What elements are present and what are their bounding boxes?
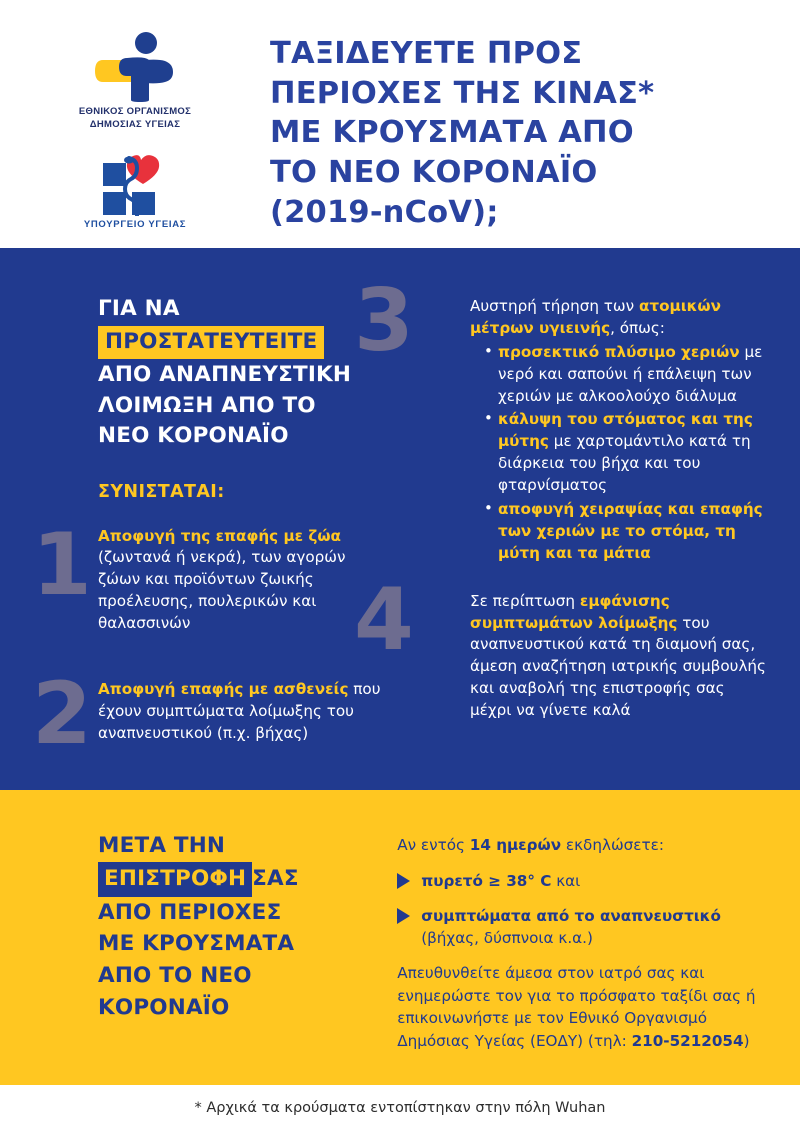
symptoms-list xyxy=(397,870,770,949)
after-return-heading-line1: ΜΕΤΑ ΤΗΝ xyxy=(98,833,226,858)
logo-group xyxy=(0,22,270,230)
after-return-heading xyxy=(98,830,385,1024)
item-4-lead-bold: εμφάνισης συμπτωμάτων λοίμωξης xyxy=(470,591,678,632)
ministry-of-health-logo-icon xyxy=(89,154,181,216)
title-line-3: ΜΕ ΚΡΟΥΣΜΑΤΑ ΑΠΟ xyxy=(270,115,634,151)
eody-logo-line1: ΕΘΝΙΚΟΣ ΟΡΓΑΝΙΣΜΟΣ xyxy=(78,106,192,117)
hygiene-bullet-1-rest: με νερό και σαπούνι ή επάλειψη των χεριών με αλκοολούχο διάλυμα xyxy=(498,342,763,405)
item-number-4: 4 xyxy=(354,569,414,670)
after-return-heading-line3: ΑΠΟ ΠΕΡΙΟΧΕΣ xyxy=(98,899,282,925)
item-2-bold: Αποφυγή επαφής με ασθενείς xyxy=(98,680,349,699)
hygiene-bullet-1 xyxy=(484,342,770,408)
item-1-rest: (ζωντανά ή νεκρά), των αγορών ζώων και προϊόντων ζωικής προέλευσης, πουλερικών και θαλασσινών xyxy=(98,548,346,633)
item-3-body xyxy=(470,296,770,565)
after-return-section xyxy=(0,790,800,1085)
contact-advice xyxy=(397,962,770,1053)
symptom-item-2 xyxy=(397,905,770,949)
arrow-right-icon xyxy=(397,873,410,889)
item-3-lead xyxy=(470,296,770,340)
symptom-item-1 xyxy=(397,870,770,892)
title-line-5: (2019-nCoV); xyxy=(270,194,499,230)
item-number-2: 2 xyxy=(32,664,92,765)
eody-logo xyxy=(79,30,191,132)
title-line-4: ΤΟ ΝΕΟ ΚΟΡΟΝΑΪΟ xyxy=(270,154,598,190)
symptoms-lead-pre: Αν εντός xyxy=(397,836,470,854)
prevention-section xyxy=(0,248,800,790)
item-number-1: 1 xyxy=(32,514,92,615)
item-4-lead-pre: Σε περίπτωση xyxy=(470,591,580,610)
eody-logo-text xyxy=(79,106,191,132)
prevention-right-column xyxy=(354,271,770,790)
hygiene-bullet-list xyxy=(470,342,770,565)
footer xyxy=(0,1085,800,1131)
ministry-of-health-logo xyxy=(84,154,186,230)
prevention-heading-line3: ΑΠΟ ΑΝΑΠΝΕΥΣΤΙΚΗ xyxy=(98,362,352,388)
contact-advice-close: ) xyxy=(743,1032,750,1051)
prevention-left-column xyxy=(30,294,400,790)
hygiene-bullet-3-bold: αποφυγή χειραψίας και επαφής των χεριών με το στόμα, τη μύτη και τα μάτια xyxy=(498,500,763,562)
hygiene-bullet-1-bold: προσεκτικό πλύσιμο χεριών xyxy=(498,342,740,361)
item-4-text xyxy=(470,591,770,722)
title-line-1: ΤΑΞΙΔΕΥΕΤΕ ΠΡΟΣ xyxy=(270,36,583,71)
header xyxy=(0,0,800,248)
symptoms-lead-bold: 14 ημερών xyxy=(469,836,562,854)
hygiene-bullet-2-bold: κάλυψη του στόματος και της μύτης xyxy=(498,410,753,451)
footnote-text: * Αρχικά τα κρούσματα εντοπίστηκαν στην πόλη Wuhan xyxy=(194,1100,606,1116)
hygiene-bullet-2 xyxy=(484,409,770,497)
symptoms-lead xyxy=(397,834,770,857)
prevention-heading xyxy=(98,294,386,452)
ministry-of-health-logo-text: ΥΠΟΥΡΓΕΙΟ ΥΓΕΙΑΣ xyxy=(83,218,187,230)
hygiene-bullet-3 xyxy=(484,499,770,565)
prevention-heading-line1: ΓΙΑ ΝΑ xyxy=(98,296,180,321)
symptoms-lead-post: εκδηλώσετε: xyxy=(561,836,664,854)
hygiene-bullet-2-rest: με χαρτομάντιλο κατά τη διάρκεια του βήχα και του φταρνίσματος xyxy=(498,432,751,495)
title-line-2: ΠΕΡΙΟΧΕΣ ΤΗΣ ΚΙΝΑΣ* xyxy=(270,75,655,111)
item-number-3: 3 xyxy=(354,271,414,371)
item-3-lead-pre: Αυστηρή τήρηση των xyxy=(470,297,639,315)
after-return-heading-line6: ΚΟΡΟΝΑΪΟ xyxy=(98,995,230,1021)
item-4-lead-post: του αναπνευστικού κατά τη διαμονή σας, άμεση αναζήτηση ιατρικής συμβουλής και αναβολή της επιστροφής σας μέχρι να γίνετε καλά xyxy=(470,613,766,720)
after-return-heading-line4: ΜΕ ΚΡΟΥΣΜΑΤΑ xyxy=(98,931,295,957)
prevention-item-3 xyxy=(354,271,770,565)
arrow-right-icon xyxy=(397,908,410,924)
symptom-2-bold: συμπτώματα από το αναπνευστικό xyxy=(421,906,721,925)
symptom-1-bold: πυρετό ≥ 38° C xyxy=(421,871,552,890)
after-return-content-column xyxy=(385,830,770,1085)
eody-figure-logo-icon xyxy=(83,30,187,102)
eody-logo-line2: ΔΗΜΟΣΙΑΣ ΥΓΕΙΑΣ xyxy=(89,118,181,130)
item-3-lead-bold: ατομικών μέτρων υγιεινής xyxy=(470,297,721,337)
prevention-item-2 xyxy=(32,664,386,765)
after-return-heading-highlight: ΕΠΙΣΤΡΟΦΗ xyxy=(98,862,252,897)
item-1-text xyxy=(98,526,386,635)
item-1-bold: Αποφυγή της επαφής με ζώα xyxy=(98,526,341,545)
item-2-text xyxy=(98,679,386,745)
contact-advice-text: Απευθυνθείτε άμεσα στον ιατρό σας και ενημερώστε τον για το πρόσφατο ταξίδι σας ή επικοινωνήστε με τον Εθνικό Οργανισμό Δημόσιας Υγείας (ΕΟΔΥ) (τηλ: xyxy=(397,963,756,1051)
item-3-lead-post: , όπως: xyxy=(610,318,665,337)
after-return-heading-column xyxy=(30,830,385,1085)
prevention-item-1 xyxy=(32,514,386,635)
item-2-rest: που έχουν συμπτώματα λοίμωξης του αναπνευστικού (π.χ. βήχας) xyxy=(98,680,381,742)
symptom-2-rest: (βήχας, δύσπνοια κ.α.) xyxy=(421,928,593,947)
prevention-heading-highlight: ΠΡΟΣΤΑΤΕΥΤΕΙΤΕ xyxy=(98,326,324,360)
prevention-subheading: ΣΥΝΙΣΤΑΤΑΙ: xyxy=(98,481,225,502)
prevention-heading-line4: ΛΟΙΜΩΞΗ ΑΠΟ ΤΟ xyxy=(98,392,316,418)
contact-phone-number: 210-5212054 xyxy=(631,1032,744,1051)
symptom-1-rest: και xyxy=(551,871,581,890)
page-title xyxy=(270,22,800,232)
prevention-heading-line5: ΝΕΟ ΚΟΡΟΝΑΪΟ xyxy=(98,423,289,449)
after-return-heading-suffix: ΣΑΣ xyxy=(252,865,299,891)
prevention-item-4 xyxy=(354,569,770,722)
after-return-heading-line5: ΑΠΟ ΤΟ ΝΕΟ xyxy=(98,963,252,989)
